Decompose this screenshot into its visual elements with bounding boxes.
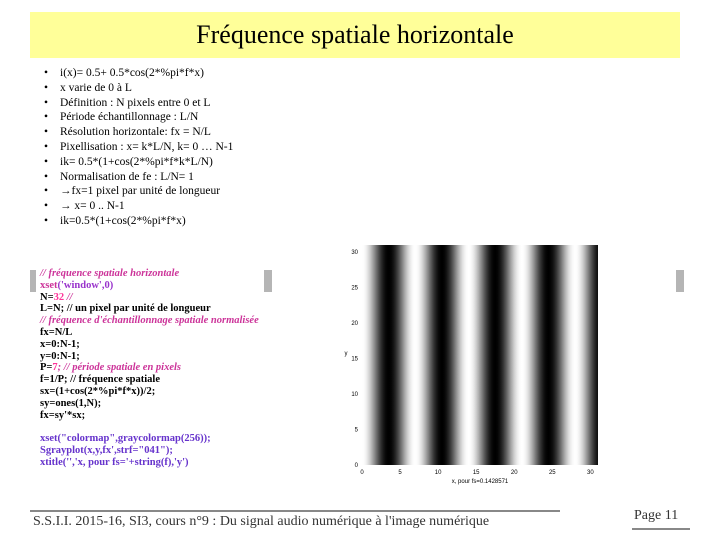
bullet-item: • x varie de 0 à L [44, 81, 233, 96]
bullet-item: • Définition : N pixels entre 0 et L [44, 96, 233, 111]
gray-marker-left [30, 270, 36, 292]
y-tick-label: 10 [351, 392, 358, 399]
x-tick-label: 0 [360, 470, 364, 476]
scilab-code [40, 268, 259, 469]
bullet-item: • →fx=1 pixel par unité de longueur [44, 184, 233, 199]
code-line [40, 362, 259, 374]
code-num: 7 [52, 362, 58, 374]
code-line: f=1/P; // fréquence spatiale [40, 374, 161, 386]
code-comment: // [64, 291, 73, 303]
heatmap-field [362, 245, 598, 465]
footer-rule [30, 510, 560, 512]
y-tick-label: 0 [354, 463, 358, 469]
x-tick-label: 20 [510, 470, 518, 476]
x-tick-label: 15 [472, 470, 480, 476]
bullet-item: • ik=0.5*(1+cos(2*%pi*f*x) [44, 214, 233, 229]
code-line: xset("colormap",graycolormap(256)); [40, 433, 211, 445]
y-tick-label: 25 [351, 285, 358, 292]
grayplot-chart [340, 235, 610, 485]
code-line: y=0:N-1; [40, 350, 80, 362]
x-tick-label: 25 [548, 470, 556, 476]
bullet-list [44, 66, 233, 229]
page-number: Page 11 [634, 508, 679, 523]
code-part: P= [40, 362, 53, 374]
bullet-item: • → x= 0 .. N-1 [44, 199, 233, 214]
code-arg: ('window',0) [57, 279, 114, 291]
code-line: // fréquence spatiale horizontale [40, 268, 180, 279]
bullet-item: • Normalisation de fe : L/N= 1 [44, 170, 233, 185]
y-tick-label: 5 [354, 427, 358, 434]
footer-text: S.S.I.I. 2015-16, SI3, cours n°9 : Du signal audio numérique à l'image numérique [33, 514, 490, 529]
code-part: N= [40, 291, 54, 303]
code-num: 32 [53, 291, 65, 303]
code-line: fx=N/L [40, 326, 73, 338]
bullet-item: • Résolution horizontale: fx = N/L [44, 125, 233, 140]
code-line: fx=sy'*sx; [40, 409, 86, 421]
y-tick-label: 20 [351, 321, 358, 328]
code-line: L=N; // un pixel par unité de longueur [40, 303, 211, 315]
slide-title: Fréquence spatiale horizontale [196, 20, 514, 49]
x-tick-label: 10 [434, 470, 442, 476]
bullet-item: • ik= 0.5*(1+cos(2*%pi*f*k*L/N) [44, 155, 233, 170]
bullet-item: • Période échantillonnage : L/N [44, 110, 233, 125]
y-tick-label: 15 [351, 356, 358, 363]
gray-marker-mid [264, 270, 272, 292]
code-line: sx=(1+cos(2*%pi*f*x))/2; [40, 385, 156, 397]
x-tick-label: 5 [398, 470, 402, 476]
code-comment: ; // période spatiale en pixels [57, 362, 182, 374]
code-line [40, 280, 259, 292]
code-line [40, 292, 259, 304]
code-line: sy=ones(1,N); [40, 397, 102, 409]
bullet-item: • i(x)= 0.5+ 0.5*cos(2*%pi*f*x) [44, 66, 233, 81]
y-tick-label: 30 [351, 250, 358, 257]
code-line: xtitle('','x, pour fs='+string(f),'y') [40, 456, 189, 468]
page-rule [632, 528, 690, 530]
code-line [40, 421, 259, 433]
y-axis-label: y [344, 351, 348, 357]
code-fn: xset [40, 279, 58, 291]
bullet-item: • Pixellisation : x= k*L/N, k= 0 … N-1 [44, 140, 233, 155]
code-line: // fréquence d'échantillonnage spatiale normalisée [40, 315, 259, 327]
code-line: Sgrayplot(x,y,fx',strf="041"); [40, 444, 173, 456]
title-box [30, 12, 680, 58]
x-axis-label: x, pour fs=0.1428571 [451, 479, 509, 485]
x-tick-label: 30 [587, 470, 594, 476]
code-line: x=0:N-1; [40, 338, 80, 350]
gray-marker-right [676, 270, 684, 292]
